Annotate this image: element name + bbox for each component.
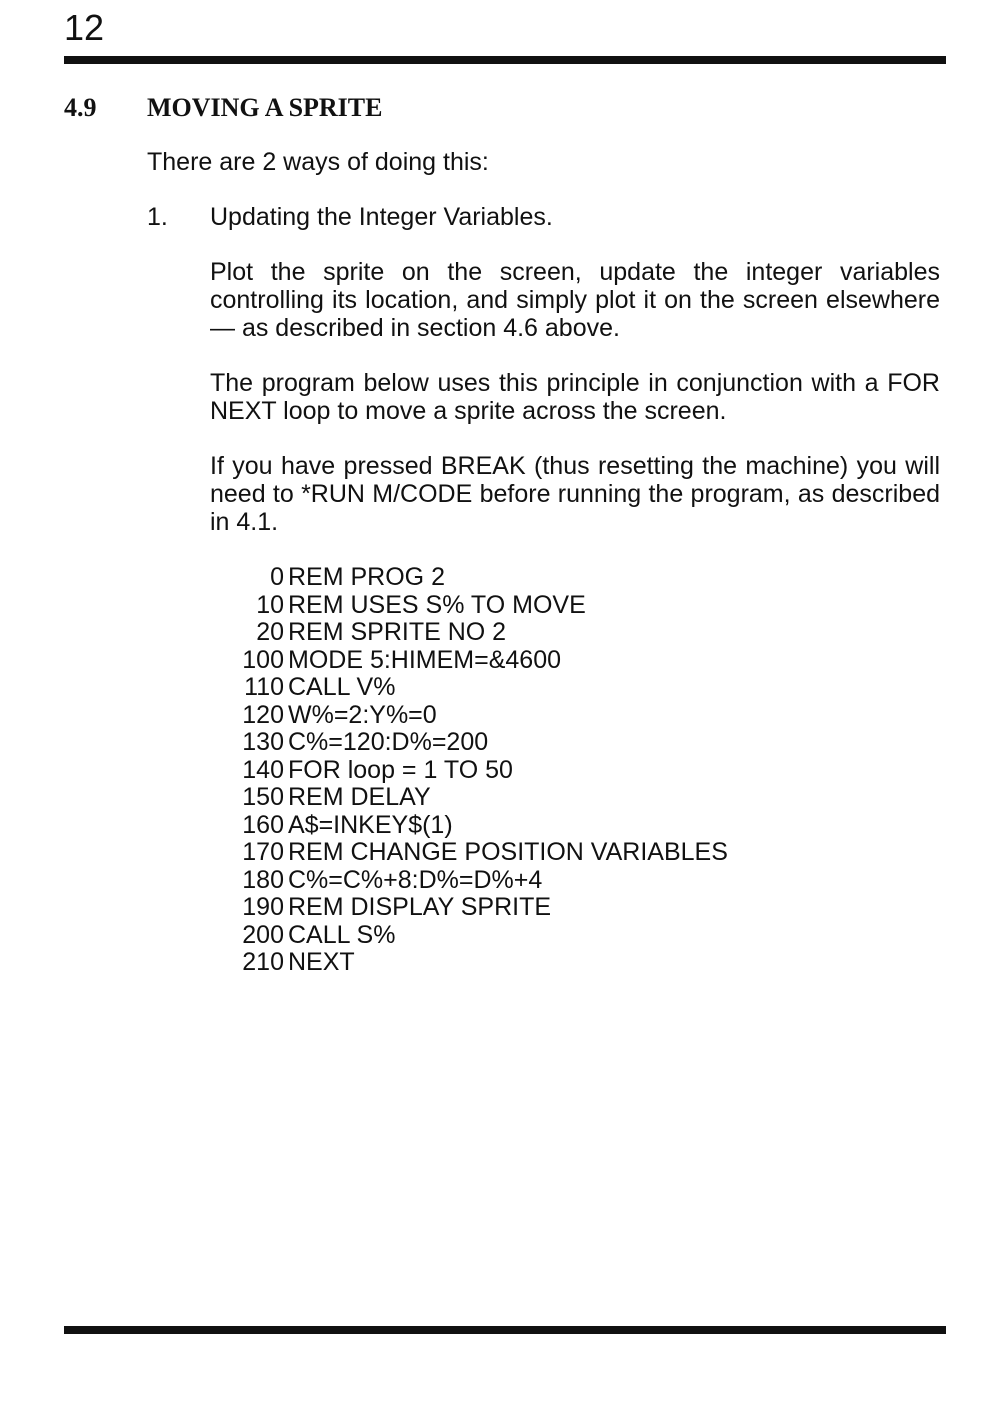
code-line-number: 10 — [256, 590, 284, 619]
code-line — [228, 867, 728, 895]
code-line — [228, 592, 728, 620]
code-line-number: 0 — [270, 563, 284, 591]
code-line — [228, 784, 728, 812]
code-line-number: 160 — [242, 810, 284, 839]
code-line — [228, 949, 728, 977]
code-line — [228, 702, 728, 730]
code-line-number: 200 — [242, 920, 284, 949]
code-line-number: 120 — [242, 700, 284, 729]
code-line — [228, 894, 728, 922]
code-statement: REM DELAY — [288, 783, 431, 811]
top-rule — [64, 56, 946, 64]
list-item-number: 1. — [147, 203, 168, 231]
code-line — [228, 619, 728, 647]
code-statement: NEXT — [288, 948, 355, 976]
code-statement: C%=C%+8:D%=D%+4 — [288, 865, 543, 894]
code-statement: MODE 5:HIMEM=&4600 — [288, 645, 562, 674]
code-line — [228, 757, 728, 785]
bottom-rule — [64, 1326, 946, 1334]
code-statement: C%=120:D%=200 — [288, 728, 489, 756]
page-number: 12 — [64, 7, 105, 48]
code-line-number: 210 — [242, 948, 284, 976]
paragraph-plot-sprite: Plot the sprite on the screen, update the integer variables controlling its location, and simply plot it on the screen elsewhere — as described in section 4.6 above. — [210, 258, 940, 342]
paragraph-break-note: If you have pressed BREAK (thus resetting the machine) you will need to *RUN M/CODE before running the program, as described in 4.1. — [210, 452, 940, 536]
code-line — [228, 564, 728, 592]
code-line — [228, 647, 728, 675]
section-title: MOVING A SPRITE — [147, 93, 383, 122]
code-line — [228, 729, 728, 757]
program-listing — [228, 564, 728, 977]
code-statement: REM PROG 2 — [288, 563, 445, 591]
paragraph-program-principle: The program below uses this principle in conjunction with a FOR NEXT loop to move a sprite across the screen. — [210, 369, 940, 425]
code-statement: REM CHANGE POSITION VARIABLES — [288, 838, 728, 866]
code-line-number: 100 — [242, 645, 284, 674]
list-item-title: Updating the Integer Variables. — [210, 203, 553, 231]
code-statement: REM DISPLAY SPRITE — [288, 893, 552, 921]
code-line-number: 110 — [244, 673, 284, 701]
code-line-number: 150 — [242, 783, 284, 811]
code-statement: CALL S% — [288, 920, 396, 949]
code-line-number: 190 — [242, 893, 284, 921]
code-line-number: 140 — [242, 755, 284, 784]
code-statement: REM USES S% TO MOVE — [288, 590, 586, 619]
code-statement: FOR loop = 1 TO 50 — [288, 755, 513, 784]
code-line — [228, 674, 728, 702]
code-statement: CALL V% — [288, 673, 396, 701]
code-line — [228, 922, 728, 950]
code-statement: REM SPRITE NO 2 — [288, 618, 507, 646]
code-statement: W%=2:Y%=0 — [288, 700, 437, 729]
code-line — [228, 839, 728, 867]
section-number: 4.9 — [64, 93, 97, 122]
intro-text: There are 2 ways of doing this: — [147, 148, 489, 176]
code-line-number: 170 — [242, 838, 284, 866]
code-line-number: 20 — [256, 618, 284, 646]
code-statement: A$=INKEY$(1) — [288, 810, 453, 839]
code-line-number: 180 — [242, 865, 284, 894]
code-line — [228, 812, 728, 840]
code-line-number: 130 — [242, 728, 284, 756]
